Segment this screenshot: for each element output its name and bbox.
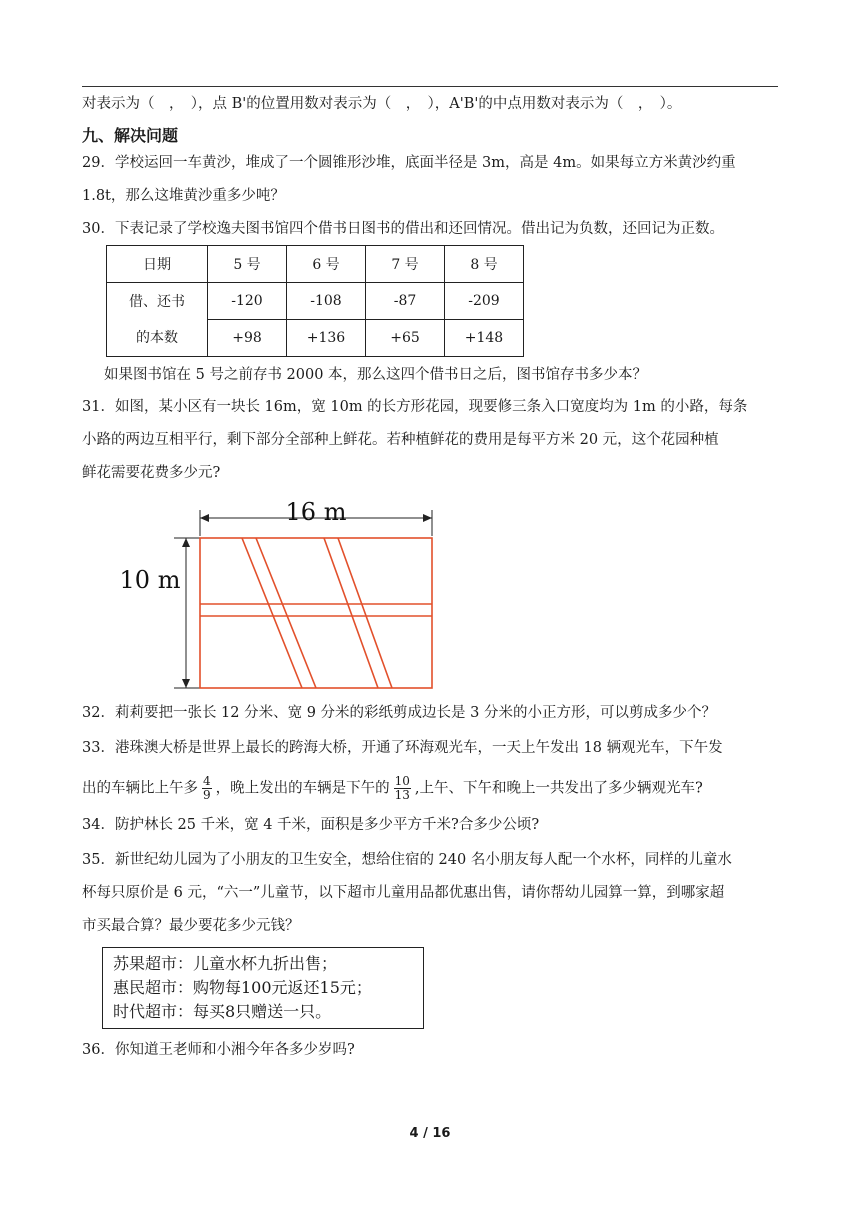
table-cell-borrow: -120 bbox=[208, 283, 287, 320]
header-rule bbox=[82, 86, 778, 87]
diagonal-path-1b bbox=[256, 538, 316, 688]
q31-line2: 小路的两边互相平行，剩下部分全部种上鲜花。若种植鲜花的费用是每平方米 20 元，这个花园种植 bbox=[82, 432, 719, 448]
section-title: 九、解决问题 bbox=[82, 126, 179, 145]
q33-line2-part-a: 出的车辆比上午多 bbox=[82, 780, 198, 797]
row-label-line2: 的本数 bbox=[136, 329, 178, 346]
q33-line2 bbox=[82, 775, 703, 802]
supermarket-promo-box bbox=[102, 947, 424, 1029]
length-label: 16 m bbox=[285, 498, 347, 526]
table-cell-return: +136 bbox=[287, 320, 366, 357]
fraction-four-ninths bbox=[202, 775, 212, 802]
q31-line3: 鲜花需要花费多少元? bbox=[82, 465, 221, 481]
table-cell-return: +98 bbox=[208, 320, 287, 357]
q34-text: 34．防护林长 25 千米，宽 4 千米，面积是多少平方千米?合多少公顷? bbox=[82, 817, 540, 833]
arrow-left bbox=[200, 514, 209, 522]
table-header-label: 日期 bbox=[107, 246, 208, 283]
fraction-numerator: 10 bbox=[394, 774, 410, 788]
promo-line: 苏果超市：儿童水杯九折出售； bbox=[113, 954, 338, 973]
q35-line1: 35．新世纪幼儿园为了小朋友的卫生安全，想给住宿的 240 名小朋友每人配一个水杯，同样的儿童水 bbox=[82, 852, 732, 868]
fraction-denominator: 13 bbox=[394, 788, 410, 802]
diagonal-path-2b bbox=[338, 538, 392, 688]
fraction-denominator: 9 bbox=[203, 788, 211, 802]
table-day: 5 号 bbox=[208, 246, 287, 283]
q29-line2: 1.8t，那么这堆黄沙重多少吨？ bbox=[82, 188, 285, 204]
table-cell-return: +65 bbox=[366, 320, 445, 357]
table-day: 6 号 bbox=[287, 246, 366, 283]
diagonal-path-1a bbox=[242, 538, 302, 688]
table-cell-borrow: -87 bbox=[366, 283, 445, 320]
q30-intro: 30．下表记录了学校逸夫图书馆四个借书日图书的借出和还回情况。借出记为负数，还回记为正数。 bbox=[82, 221, 724, 237]
table-cell-borrow: -209 bbox=[445, 283, 524, 320]
table-day: 7 号 bbox=[366, 246, 445, 283]
fraction-numerator: 4 bbox=[203, 774, 211, 788]
diagonal-path-2a bbox=[324, 538, 378, 688]
q33-line2-part-b: ，晚上发出的车辆是下午的 bbox=[215, 780, 390, 797]
table-row-label bbox=[107, 283, 208, 357]
table-cell-borrow: -108 bbox=[287, 283, 366, 320]
q35-line2: 杯每只原价是 6 元，“六一”儿童节，以下超市儿童用品都优惠出售，请你帮幼儿园算一算，到哪家超 bbox=[82, 885, 725, 901]
q33-line1: 33．港珠澳大桥是世界上最长的跨海大桥，开通了环海观光车，一天上午发出 18 辆观光车，下午发 bbox=[82, 740, 723, 756]
q30-question: 如果图书馆在 5 号之前存书 2000 本，那么这四个借书日之后，图书馆存书多少本？ bbox=[104, 367, 648, 383]
arrow-right bbox=[423, 514, 432, 522]
promo-line: 时代超市：每买8只赠送一只。 bbox=[113, 1002, 332, 1021]
row-label-line1: 借、还书 bbox=[129, 293, 185, 310]
garden-figure bbox=[116, 496, 446, 696]
library-table bbox=[106, 245, 524, 357]
q33-line2-part-c: ,上午、下午和晚上一共发出了多少辆观光车? bbox=[414, 780, 703, 797]
arrow-down bbox=[182, 679, 190, 688]
garden-rectangle bbox=[200, 538, 432, 688]
fraction-ten-thirteenths bbox=[394, 775, 411, 802]
width-label: 10 m bbox=[119, 566, 181, 594]
arrow-up bbox=[182, 538, 190, 547]
table-row bbox=[107, 283, 524, 320]
q36-text: 36．你知道王老师和小湘今年各多少岁吗? bbox=[82, 1042, 355, 1058]
table-row bbox=[107, 246, 524, 283]
table-cell-return: +148 bbox=[445, 320, 524, 357]
top-line-text: 对表示为（ ， ），点 B'的位置用数对表示为（ ， ），A'B'的中点用数对表示为（ ， ）。 bbox=[82, 96, 682, 112]
q32-text: 32．莉莉要把一张长 12 分米、宽 9 分米的彩纸剪成边长是 3 分米的小正方形，可以剪成多少个？ bbox=[82, 705, 717, 721]
promo-line: 惠民超市：购物每100元返还15元； bbox=[113, 978, 372, 997]
q31-line1: 31．如图，某小区有一块长 16m，宽 10m 的长方形花园，现要修三条入口宽度均为 1m 的小路，每条 bbox=[82, 399, 748, 415]
q29-line1: 29．学校运回一车黄沙，堆成了一个圆锥形沙堆，底面半径是 3m，高是 4m。如果每立方米黄沙约重 bbox=[82, 155, 736, 171]
q35-line3: 市买最合算？最少要花多少元钱？ bbox=[82, 918, 300, 934]
table-day: 8 号 bbox=[445, 246, 524, 283]
page-number: 4 / 16 bbox=[409, 1126, 451, 1141]
